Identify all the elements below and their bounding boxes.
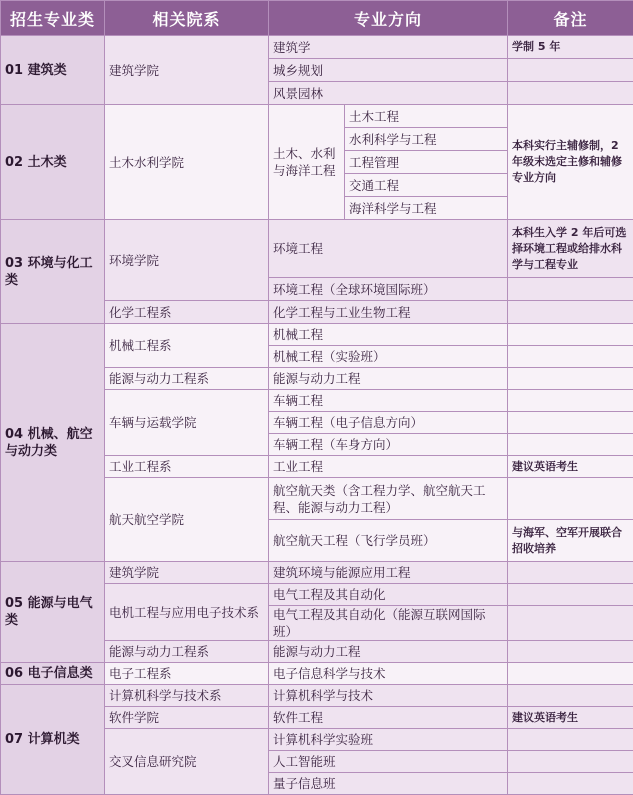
direction-cell: 城乡规划	[269, 59, 508, 82]
direction-cell: 计算机科学与技术	[269, 685, 508, 707]
direction-cell: 车辆工程（车身方向）	[269, 434, 508, 456]
school-cell: 航天航空学院	[105, 478, 269, 562]
category-cell: 06 电子信息类	[1, 663, 105, 685]
note-cell: 建议英语考生	[508, 707, 633, 729]
school-cell: 建筑学院	[105, 36, 269, 105]
header-row	[1, 1, 633, 36]
header-category: 招生专业类	[1, 1, 105, 36]
note-cell: 本科实行主辅修制，2 年级末选定主修和辅修专业方向	[508, 105, 633, 220]
direction-cell: 软件工程	[269, 707, 508, 729]
table-row	[1, 324, 633, 346]
school-cell: 机械工程系	[105, 324, 269, 368]
table-row	[1, 663, 633, 685]
note-cell	[508, 390, 633, 412]
school-cell: 电子工程系	[105, 663, 269, 685]
direction-cell: 化学工程与工业生物工程	[269, 301, 508, 324]
direction-cell: 海洋科学与工程	[345, 197, 508, 220]
school-cell: 电机工程与应用电子技术系	[105, 584, 269, 641]
table-row	[1, 36, 633, 59]
category-cell: 01 建筑类	[1, 36, 105, 105]
header-school: 相关院系	[105, 1, 269, 36]
note-cell	[508, 368, 633, 390]
note-cell: 学制 5 年	[508, 36, 633, 59]
direction-cell: 航空航天工程（飞行学员班）	[269, 520, 508, 562]
direction-cell: 风景园林	[269, 82, 508, 105]
direction-cell: 电气工程及其自动化（能源互联网国际班）	[269, 606, 508, 641]
category-cell: 07 计算机类	[1, 685, 105, 795]
school-cell: 软件学院	[105, 707, 269, 729]
note-cell	[508, 301, 633, 324]
school-cell: 工业工程系	[105, 456, 269, 478]
direction-cell: 环境工程（全球环境国际班）	[269, 278, 508, 301]
note-cell	[508, 562, 633, 584]
note-cell	[508, 729, 633, 751]
note-cell	[508, 346, 633, 368]
direction-cell: 航空航天类（含工程力学、航空航天工程、能源与动力工程）	[269, 478, 508, 520]
direction-cell: 车辆工程	[269, 390, 508, 412]
track-cell: 土木、水利与海洋工程	[269, 105, 345, 220]
school-cell: 土木水利学院	[105, 105, 269, 220]
school-cell: 能源与动力工程系	[105, 641, 269, 663]
category-cell: 02 土木类	[1, 105, 105, 220]
note-cell	[508, 751, 633, 773]
direction-cell: 电气工程及其自动化	[269, 584, 508, 606]
direction-cell: 建筑学	[269, 36, 508, 59]
direction-cell: 建筑环境与能源应用工程	[269, 562, 508, 584]
note-cell	[508, 82, 633, 105]
direction-cell: 车辆工程（电子信息方向）	[269, 412, 508, 434]
direction-cell: 机械工程（实验班）	[269, 346, 508, 368]
table-row	[1, 105, 633, 128]
note-cell: 本科生入学 2 年后可选择环境工程或给排水科学与工程专业	[508, 220, 633, 278]
note-cell	[508, 434, 633, 456]
direction-cell: 工业工程	[269, 456, 508, 478]
note-cell	[508, 59, 633, 82]
school-cell: 能源与动力工程系	[105, 368, 269, 390]
direction-cell: 量子信息班	[269, 773, 508, 795]
direction-cell: 交通工程	[345, 174, 508, 197]
direction-cell: 环境工程	[269, 220, 508, 278]
direction-cell: 能源与动力工程	[269, 368, 508, 390]
school-cell: 建筑学院	[105, 562, 269, 584]
school-cell: 交叉信息研究院	[105, 729, 269, 795]
note-cell	[508, 412, 633, 434]
direction-cell: 人工智能班	[269, 751, 508, 773]
header-note: 备注	[508, 1, 633, 36]
direction-cell: 水利科学与工程	[345, 128, 508, 151]
note-cell	[508, 478, 633, 520]
direction-cell: 能源与动力工程	[269, 641, 508, 663]
direction-cell: 土木工程	[345, 105, 508, 128]
note-cell: 建议英语考生	[508, 456, 633, 478]
category-cell: 05 能源与电气类	[1, 562, 105, 663]
note-cell	[508, 324, 633, 346]
note-cell	[508, 606, 633, 641]
table-row	[1, 685, 633, 707]
note-cell: 与海军、空军开展联合招收培养	[508, 520, 633, 562]
direction-cell: 工程管理	[345, 151, 508, 174]
direction-cell: 电子信息科学与技术	[269, 663, 508, 685]
school-cell: 环境学院	[105, 220, 269, 301]
header-direction: 专业方向	[269, 1, 508, 36]
note-cell	[508, 278, 633, 301]
note-cell	[508, 773, 633, 795]
note-cell	[508, 685, 633, 707]
category-cell: 04 机械、航空与动力类	[1, 324, 105, 562]
table-row	[1, 220, 633, 278]
school-cell: 计算机科学与技术系	[105, 685, 269, 707]
school-cell: 车辆与运载学院	[105, 390, 269, 456]
direction-cell: 机械工程	[269, 324, 508, 346]
school-cell: 化学工程系	[105, 301, 269, 324]
table-row	[1, 562, 633, 584]
category-cell: 03 环境与化工类	[1, 220, 105, 324]
note-cell	[508, 584, 633, 606]
direction-cell: 计算机科学实验班	[269, 729, 508, 751]
note-cell	[508, 641, 633, 663]
note-cell	[508, 663, 633, 685]
